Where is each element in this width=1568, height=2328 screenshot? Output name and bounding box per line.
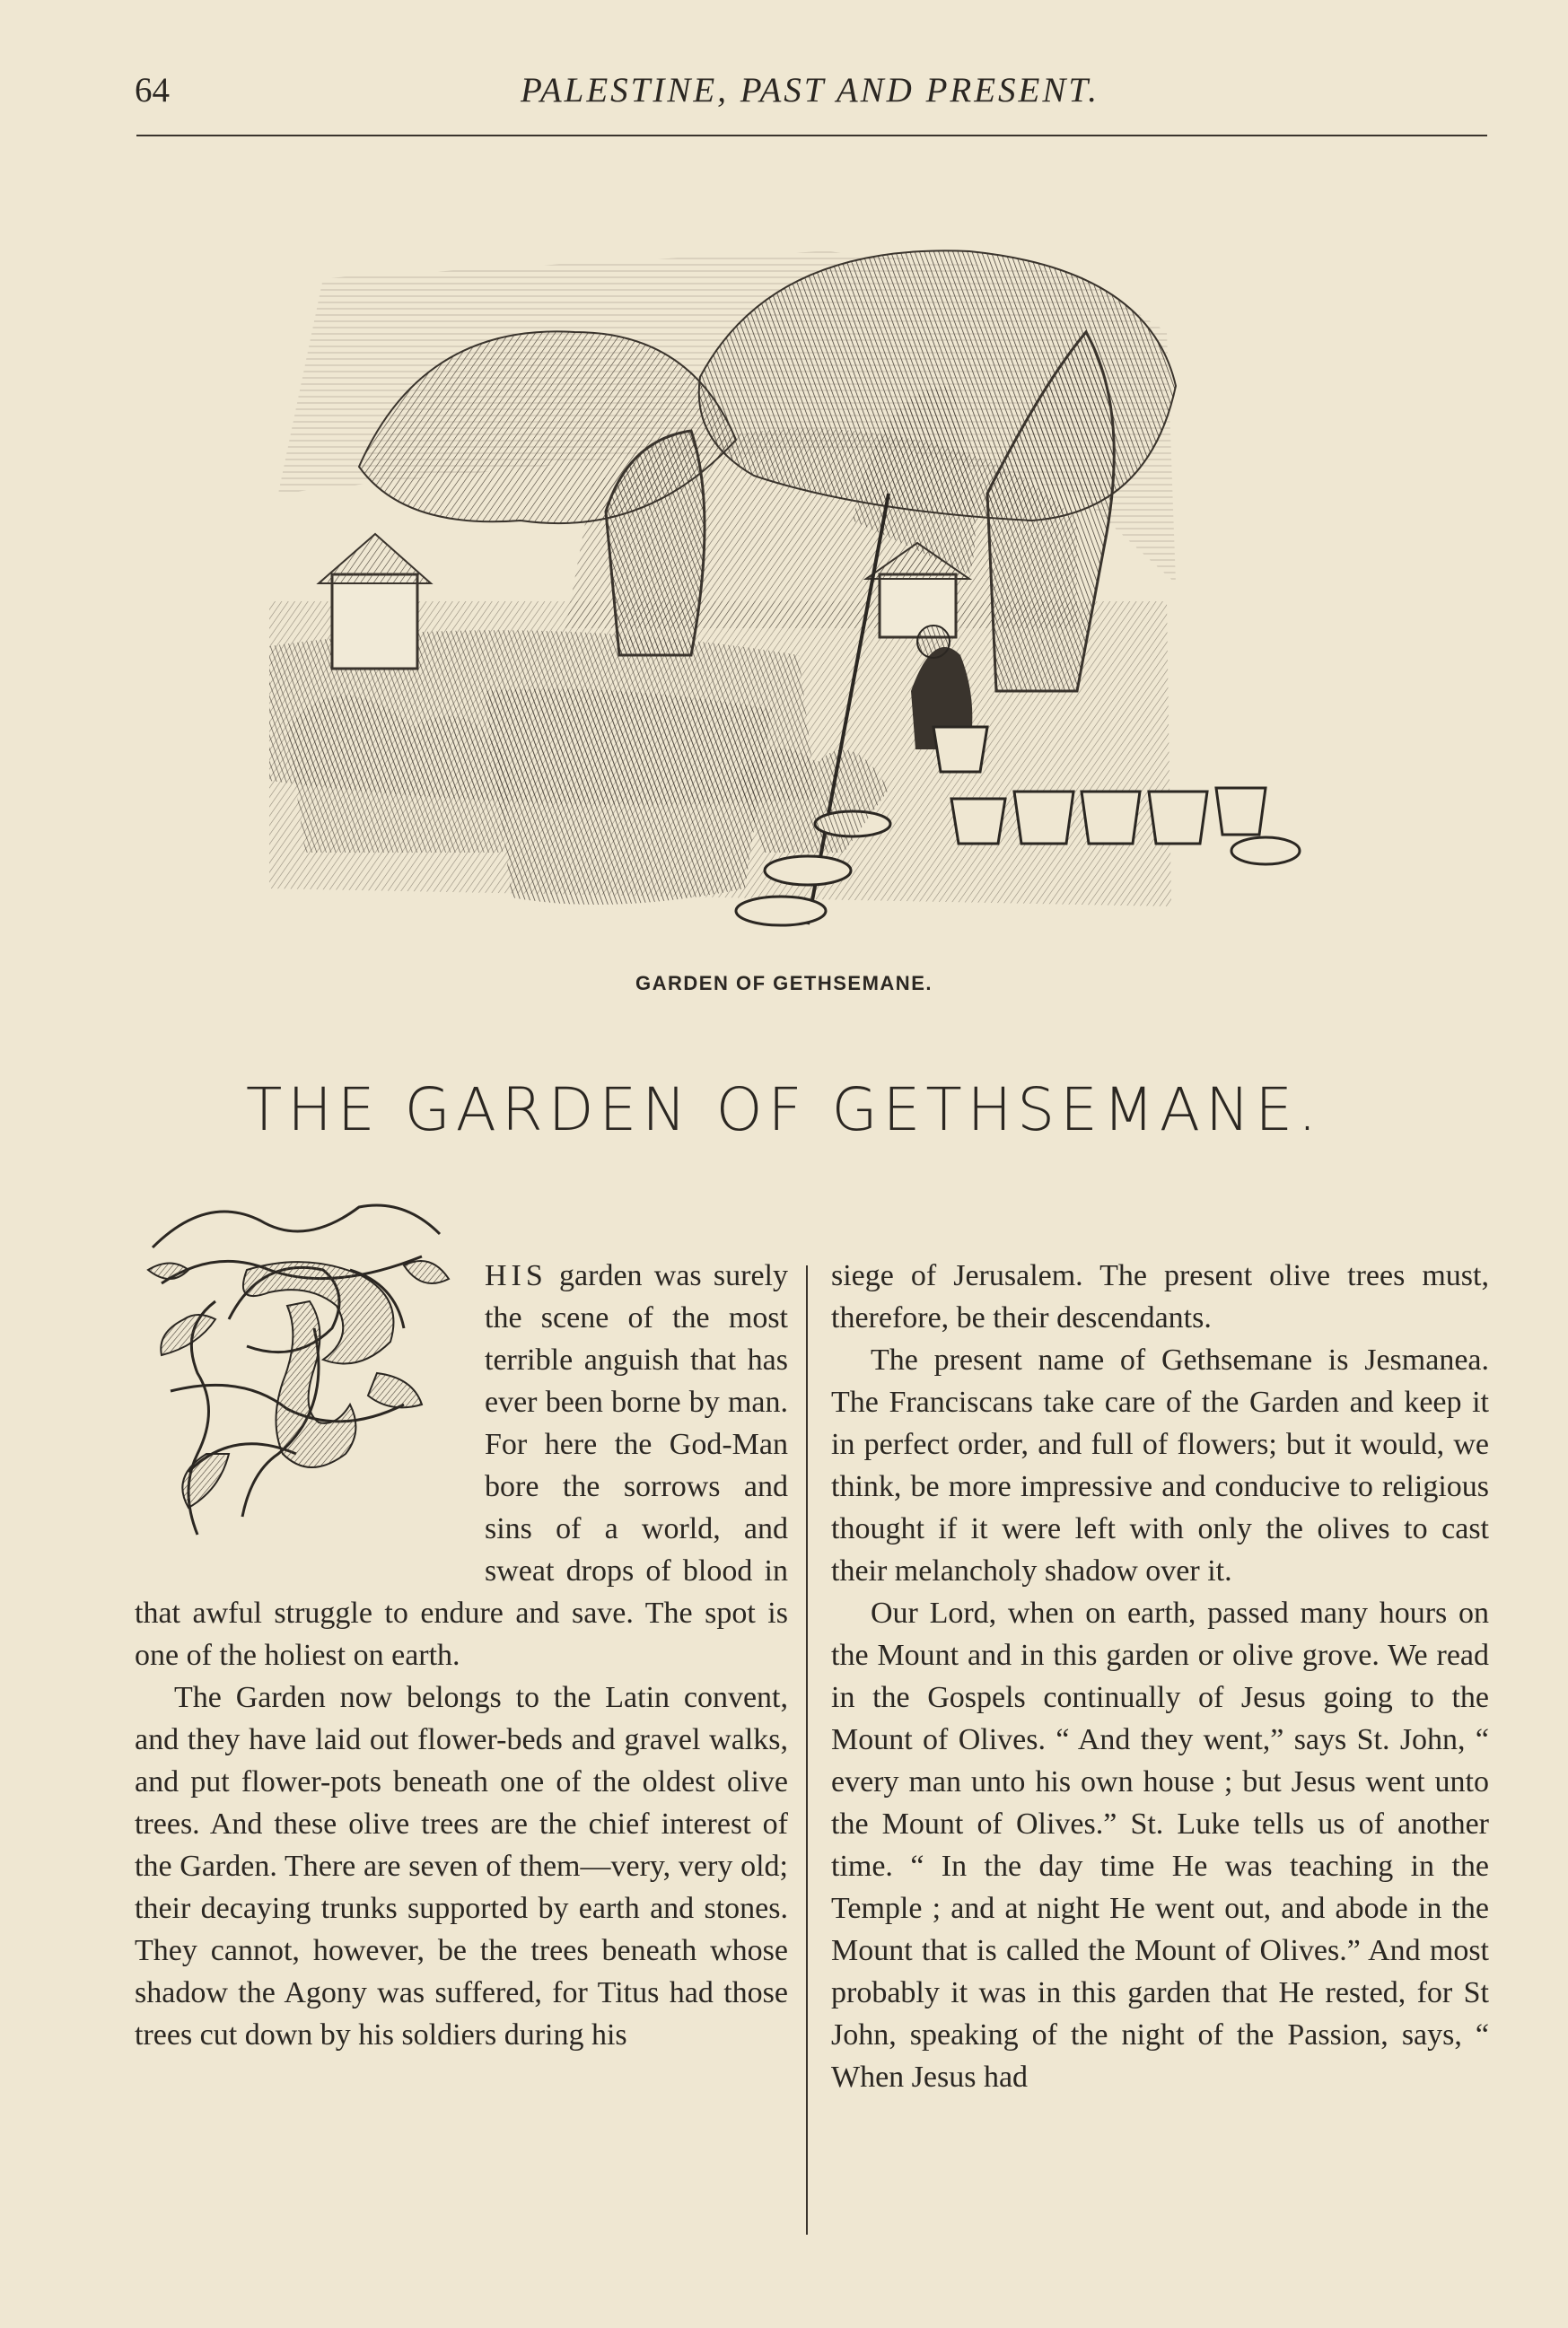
page-number: 64 [135, 71, 170, 109]
decorative-initial-t [135, 1185, 474, 1562]
right-paragraph-2: The present name of Gethsemane is Jesmanea. The Franciscans take care of the Garden and keep it in perfect order, and full of flowers; but it would, we think, be more impressive and conducive to religious thought if it were left with only the olives to cast their melancholy shadow over it. [831, 1343, 1489, 1588]
garden-engraving [269, 224, 1355, 956]
chapter-title: THE GARDEN OF GETHSEMANE. [245, 1075, 1323, 1144]
illustration-caption: GARDEN OF GETHSEMANE. [635, 972, 933, 994]
column-divider [806, 1265, 808, 2235]
left-paragraph-1: garden was surely the scene of the most terrible anguish that has ever been borne by man. For here the God-Man bore the sorrows and sins of a world, and sweat drops of blood in that awful struggle to endure and save. The spot is one of the holiest on earth. [135, 1259, 788, 1672]
header-rule [136, 135, 1487, 136]
right-paragraph-1: siege of Jerusalem. The present olive trees must, therefore, be their descendants. [831, 1259, 1489, 1335]
right-paragraph-3: Our Lord, when on earth, passed many hours on the Mount and in this garden or olive grove. We read in the Gospels continually of Jesus going to the Mount of Olives. “ And they went,” says St. John, “ every man unto his own house ; but Jesus went unto the Mount of Olives.” St. Luke tells us of another time. “ In the day time He was teaching in the Temple ; and at night He went out, and abode in the Mount that is called the Mount of Olives.” And most probably it was in this garden that He rested, for St John, speaking of the night of the Passion, says, “ When Jesus had [831, 1597, 1489, 2094]
left-column [135, 1255, 788, 2056]
left-paragraph-2: The Garden now belongs to the Latin convent, and they have laid out flower-beds and gravel walks, and put flower-pots beneath one of the oldest olive trees. And these olive trees are the chief interest of the Garden. There are seven of them—very, very old; their decaying trunks supported by earth and stones. They cannot, however, be the trees beneath whose shadow the Agony was suffered, for Titus had those trees cut down by his soldiers during his [135, 1681, 788, 2052]
right-column [831, 1255, 1489, 2098]
opening-word: HIS [485, 1259, 547, 1292]
page-header [135, 70, 1485, 120]
running-title: PALESTINE, PAST AND PRESENT. [521, 71, 1099, 109]
